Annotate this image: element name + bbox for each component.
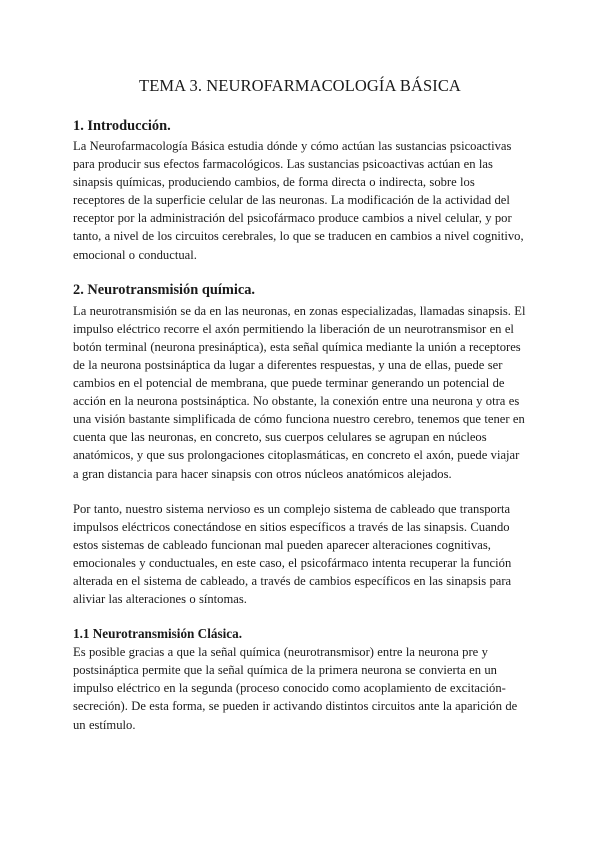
section-paragraph: Es posible gracias a que la señal química (neurotransmisor) entre la neurona pre y postsináptica permite que la señal química de la primera neurona se convierta en un impulso eléctrico en la segunda (proceso conocido como acoplamiento de excitación-secreción). De esta forma, se pueden ir activando distintos circuitos ante la aparición de un estímulo. <box>73 645 518 732</box>
document-title: TEMA 3. NEUROFARMACOLOGÍA BÁSICA <box>139 76 461 95</box>
section-neurotransmision-quimica <box>73 281 527 609</box>
section-neurotransmision-clasica <box>73 625 527 733</box>
document-body <box>73 117 527 734</box>
section-paragraph: Por tanto, nuestro sistema nervioso es un complejo sistema de cableado que transporta impulsos eléctricos conectándose en sitios específicos a través de las sinapsis. Cuando estos sistemas de cableado funcionan mal pueden aparecer alteraciones cognitivas, emocionales y conductuales, en este caso, el psicofármaco intenta recuperar la función alterada en el sistema de cableado, a través de cambios específicos en las sinapsis para aliviar las alteraciones o síntomas. <box>73 501 512 607</box>
section-paragraph: La Neurofarmacología Básica estudia dónde y cómo actúan las sustancias psicoactivas para producir sus efectos farmacológicos. Las sustancias psicoactivas actúan en las sinapsis químicas, produciendo cambios, de forma directa o indirecta, sobre los receptores de la superficie celular de las neuronas. La modificación de la actividad del receptor por la administración del psicofármaco produce cambios a nivel celular, y por tanto, a nivel de los circuitos cerebrales, lo que se traducen en cambios a nivel cognitivo, emocional o conductual. <box>73 139 524 262</box>
section-paragraph: La neurotransmisión se da en las neuronas, en zonas especializadas, llamadas sinapsis. El impulso eléctrico recorre el axón permitiendo la liberación de un neurotransmisor en el botón terminal (neurona presináptica), esta señal química mediante la unión a receptores de la neurona postsináptica da lugar a diferentes respuestas, y una de ellas, puede ser cambios en el potencial de membrana, que puede terminar generando un potencial de acción en la neurona postsináptica. No obstante, la conexión entre una neurona y otra es una visión bastante simplificada de cómo funciona nuestro cerebro, tenemos que tener en cuenta que las neuronas, en concreto, sus cuerpos celulares se agrupan en núcleos anatómicos, y que sus prolongaciones citoplasmáticas, en concreto el axón, puede viajar a gran distancia para hacer sinapsis con otros núcleos anatómicos alejados. <box>73 303 526 481</box>
section-introduccion <box>73 117 527 264</box>
subsection-heading: 1.1 Neurotransmisión Clásica. <box>73 626 242 642</box>
section-heading: 2. Neurotransmisión química. <box>73 281 256 298</box>
section-heading: 1. Introducción. <box>73 118 171 134</box>
